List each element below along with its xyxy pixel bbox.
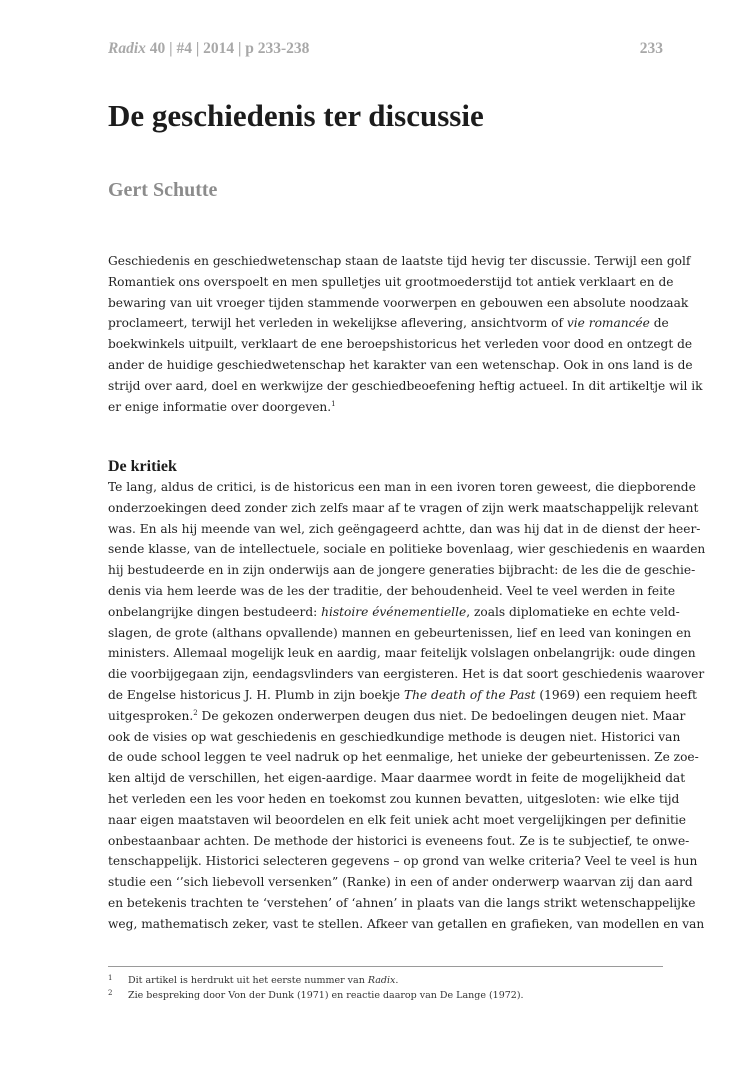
text-line: ander de huidige geschiedwetenschap het karakter van een wetenschap. Ook in ons land is de (108, 357, 693, 372)
journal-name: Radix (108, 40, 146, 57)
section-heading: De kritiek (108, 458, 177, 475)
text-line: onbestaanbaar achten. De methode der historici is eveneens fout. Ze is te subjectief, te onwe- (108, 833, 690, 848)
text-line: ook de visies op wat geschiedenis en geschiedkundige methode is deugen niet. Historici van (108, 729, 681, 744)
section-paragraph (108, 477, 706, 935)
text-line: denis via hem leerde was de les der traditie, der behoudenheid. Veel te veel werden in feite (108, 583, 676, 598)
footnote-1 (108, 973, 663, 988)
footnote-divider (108, 966, 663, 967)
footnote-2 (108, 988, 663, 1003)
text-line: Geschiedenis en geschiedwetenschap staan de laatste tijd hevig ter discussie. Terwijl een golf (108, 254, 691, 268)
text-line: boekwinkels uitpuilt, verklaart de ene beroepshistoricus het verleden voor dood en ontzegt de (108, 337, 693, 352)
text-line: tenschappelijk. Historici selecteren gegevens – op grond van welke criteria? Veel te veel is hun (108, 854, 698, 869)
text-run: er enige informatie over doorgeven. (108, 399, 332, 414)
article-title: De geschiedenis ter discussie (108, 98, 484, 133)
journal-details: 40 | #4 | 2014 | p 233-238 (145, 40, 310, 57)
footnote-text: Zie bespreking door Von der Dunk (1971) en reactie daarop van De Lange (1972). (128, 990, 524, 1001)
italic-book-title: The death of the Past (403, 687, 536, 702)
text-line: de oude school leggen te veel nadruk op het eenmalige, het unieke der gebeurtenissen. Ze zoe- (108, 750, 699, 765)
footnote-ref-1[interactable]: 1 (331, 399, 336, 408)
text-line: het verleden een les voor heden en toekomst zou kunnen bevatten, uitgesloten: wie elke tijd (108, 791, 680, 806)
text-run: uitgesproken. (108, 708, 194, 723)
text-line: Te lang, aldus de critici, is de historicus een man in een ivoren toren geweest, die diepborende (108, 480, 696, 494)
footnote-text: . (395, 975, 399, 986)
text-line: die voorbijgegaan zijn, eendagsvlinders van eergisteren. Het is dat soort geschiedenis waarover (108, 667, 705, 682)
running-header (108, 40, 663, 62)
text-line: studie een ‘’sich liebevoll versenken” (Ranke) in een of ander onderwerp waarvan zij dan aard (108, 875, 693, 890)
text-line: onderzoekingen deed zonder zich zelfs maar af te vragen of zijn werk maatschappelijk relevant (108, 500, 699, 515)
footnote-number: 1 (108, 974, 113, 982)
footnotes (108, 973, 663, 1003)
text-line (108, 397, 663, 418)
text-line: bewaring van uit vroeger tijden stammende voorwerpen en gebouwen een absolute noodzaak (108, 295, 689, 310)
text-line (108, 706, 686, 727)
journal-citation (108, 40, 309, 58)
footnote-text: Dit artikel is herdrukt uit het eerste nummer van (128, 975, 368, 986)
text-run: de Engelse historicus J. H. Plumb in zijn boekje (108, 687, 404, 702)
text-line: hij bestudeerde en in zijn onderwijs aan de jongere generaties bijbracht: de les die de geschie- (108, 563, 696, 578)
text-line (108, 313, 669, 334)
text-run: proclameert, terwijl het verleden in wekelijkse aflevering, ansichtvorm of (108, 316, 567, 331)
page-number: 233 (639, 40, 663, 57)
text-line: ministers. Allemaal mogelijk leuk en aardig, maar feitelijk volslagen onbelangrijk: oude dingen (108, 646, 696, 661)
text-line: was. En als hij meende van wel, zich geëngageerd achtte, dan was hij dat in de dienst der heer- (108, 521, 701, 536)
abstract-paragraph (108, 251, 703, 417)
text-line: weg, mathematisch zeker, vast te stellen. Afkeer van getallen en grafieken, van modellen en van (108, 916, 705, 931)
text-line: Romantiek ons overspoelt en men spulletjes uit grootmoederstijd tot antiek verklaart en de (108, 274, 674, 289)
text-line (108, 685, 697, 706)
text-run: , zoals diplomatieke en echte veld- (466, 604, 680, 619)
text-run: (1969) een requiem heeft (535, 687, 697, 702)
footnote-italic: Radix (367, 975, 396, 986)
text-line (108, 602, 680, 623)
footnote-number: 2 (108, 989, 113, 997)
text-line: strijd over aard, doel en werkwijze der geschiedbeoefening heftig actueel. In dit artikeltje wil ik (108, 378, 703, 393)
text-run: onbelangrijke dingen bestudeerd: (108, 604, 322, 619)
article-author: Gert Schutte (108, 179, 218, 201)
text-line: en betekenis trachten te ‘verstehen’ of ‘ahnen’ in plaats van die langs strikt wetenschappelijke (108, 895, 696, 910)
text-line: slagen, de grote (althans opvallende) mannen en gebeurtenissen, lief en leed van koningen en (108, 625, 692, 640)
text-line: sende klasse, van de intellectuele, sociale en politieke bovenlaag, wier geschiedenis en waarden (108, 542, 706, 557)
text-run: de (649, 316, 669, 331)
italic-term: vie romancée (566, 316, 650, 331)
italic-term: histoire événementielle (321, 604, 467, 619)
text-line: ken altijd de verschillen, het eigen-aardige. Maar daarmee wordt in feite de mogelijkheid dat (108, 771, 686, 786)
text-run: De gekozen onderwerpen deugen dus niet. De bedoelingen deugen niet. Maar (197, 708, 686, 723)
text-line: naar eigen maatstaven wil beoordelen en elk feit uniek acht moet vergelijkingen per definitie (108, 812, 686, 827)
footnote-ref-2[interactable]: 2 (193, 708, 198, 717)
